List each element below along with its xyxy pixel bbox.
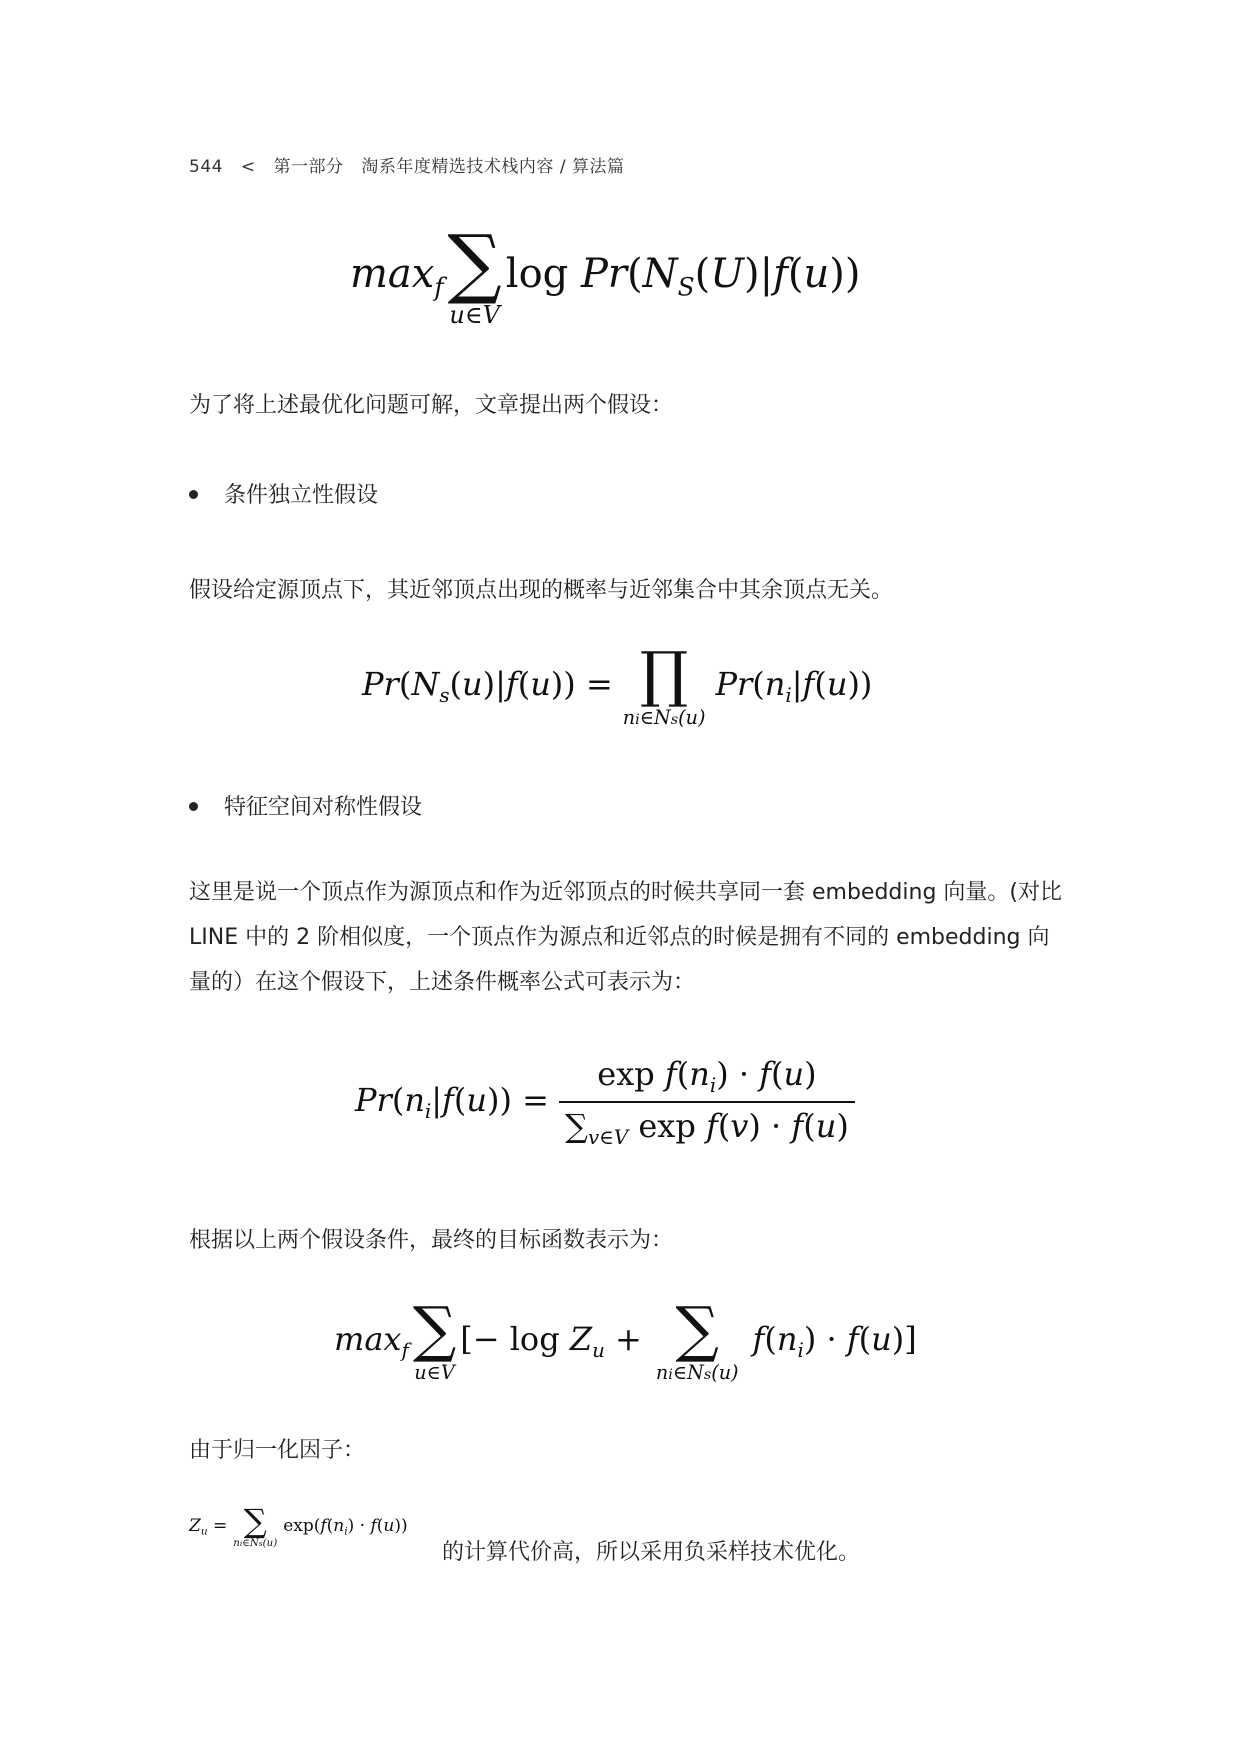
header-part: 第一部分: [273, 157, 344, 177]
paragraph-3: 这里是说一个顶点作为源顶点和作为近邻顶点的时候共享同一套 embedding 向量。(对比 LINE 中的 2 阶相似度，一个顶点作为源点和近邻点的时候是拥有不同的 embedding 向量的）在这个假设下，上述条件概率公式可表示为：: [189, 880, 1062, 995]
header-title: 淘系年度精选技术栈内容 / 算法篇: [361, 157, 625, 177]
page-number: 544: [189, 157, 223, 177]
formula-product: $Pr(N_s(u)|f(u))$ = ∏ ni∈Ns(u) $Pr(n_i|f(u))$: [362, 640, 873, 729]
bullet-dot: [189, 490, 198, 499]
formula-objective: $\max_f$ ∑ u∈V $\log Pr(N_S(U)|f(u))$: [350, 218, 861, 329]
paragraph-4: 根据以上两个假设条件，最终的目标函数表示为：: [189, 1228, 674, 1253]
header-separator: <: [240, 157, 256, 177]
formula-final-objective: $\max_f$ ∑ u∈V [− $\log Z_u$ + ∑ ni∈Ns(u) $f(n_i) \cdot f(u)$]: [334, 1295, 917, 1384]
paragraph-5: 由于归一化因子：: [189, 1438, 366, 1463]
running-header: [189, 152, 624, 177]
bullet-feature-symmetry: [189, 790, 422, 821]
bullet-dot: [189, 802, 198, 811]
formula-softmax: $Pr(n_i|f(u))$ = $\frac{\exp f(n_i) \cdot f(u)}{\sum_{v\in V} \exp f(v) \cdot f(u)}$: [355, 1055, 855, 1149]
bullet-label: 特征空间对称性假设: [224, 795, 423, 820]
paragraph-6: 的计算代价高，所以采用负采样技术优化。: [442, 1540, 861, 1565]
paragraph-1: 为了将上述最优化问题可解，文章提出两个假设：: [189, 393, 674, 418]
bullet-label: 条件独立性假设: [224, 483, 379, 508]
bullet-conditional-independence: [189, 478, 378, 509]
formula-normalizer: $Z_u$ = ∑ ni∈Ns(u) $\exp(f(n_i) \cdot f(u))$: [189, 1502, 408, 1550]
paragraph-2: 假设给定源顶点下，其近邻顶点出现的概率与近邻集合中其余顶点无关。: [189, 578, 894, 603]
